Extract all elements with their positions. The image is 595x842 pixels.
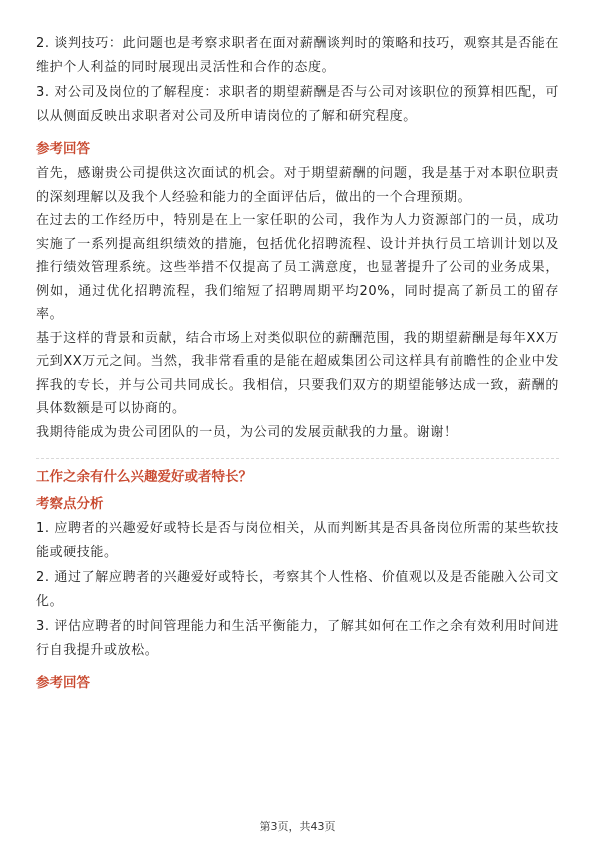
list-item: 1. 应聘者的兴趣爱好或特长是否与岗位相关，从而判断其是否具备岗位所需的某些软技能或硬技能。 xyxy=(36,521,559,560)
page-content xyxy=(36,32,559,696)
question-title: 工作之余有什么兴趣爱好或者特长？ xyxy=(36,469,252,485)
section-divider xyxy=(36,458,559,459)
analysis-heading: 考察点分析 xyxy=(36,496,104,512)
answer-paragraph: 我期待能成为贵公司团队的一员，为公司的发展贡献我的力量。谢谢！ xyxy=(36,424,458,440)
answer-paragraph: 首先，感谢贵公司提供这次面试的机会。对于期望薪酬的问题，我是基于对本职位职责的深刻理解以及我个人经验和能力的全面评估后，做出的一个合理预期。 xyxy=(36,166,559,205)
list-item: 2. 谈判技巧：此问题也是考察求职者在面对薪酬谈判时的策略和技巧，观察其是否能在维护个人利益的同时展现出灵活性和合作的态度。 xyxy=(36,36,559,75)
list-item: 3. 对公司及岗位的了解程度：求职者的期望薪酬是否与公司对该职位的预算相匹配，可以从侧面反映出求职者对公司及所申请岗位的了解和研究程度。 xyxy=(36,85,559,124)
page-number: 第3页，共43页 xyxy=(259,820,336,833)
reference-answer-heading: 参考回答 xyxy=(36,675,90,691)
reference-answer-heading: 参考回答 xyxy=(36,141,90,157)
list-item: 3. 评估应聘者的时间管理能力和生活平衡能力，了解其如何在工作之余有效利用时间进行自我提升或放松。 xyxy=(36,619,559,658)
answer-paragraph: 基于这样的背景和贡献，结合市场上对类似职位的薪酬范围，我的期望薪酬是每年XX万元到XX万元之间。当然，我非常看重的是能在超威集团公司这样具有前瞻性的企业中发挥我的专长，并与公司共同成长。我相信，只要我们双方的期望能够达成一致，薪酬的具体数额是可以协商的。 xyxy=(36,330,559,416)
list-item: 2. 通过了解应聘者的兴趣爱好或特长，考察其个人性格、价值观以及是否能融入公司文化。 xyxy=(36,570,559,609)
answer-paragraph: 在过去的工作经历中，特别是在上一家任职的公司，我作为人力资源部门的一员，成功实施了一系列提高组织绩效的措施，包括优化招聘流程、设计并执行员工培训计划以及推行绩效管理系统。这些举措不仅提高了员工满意度，也显著提升了公司的业务成果，例如，通过优化招聘流程，我们缩短了招聘周期平均20%，同时提高了新员工的留存率。 xyxy=(36,213,559,322)
